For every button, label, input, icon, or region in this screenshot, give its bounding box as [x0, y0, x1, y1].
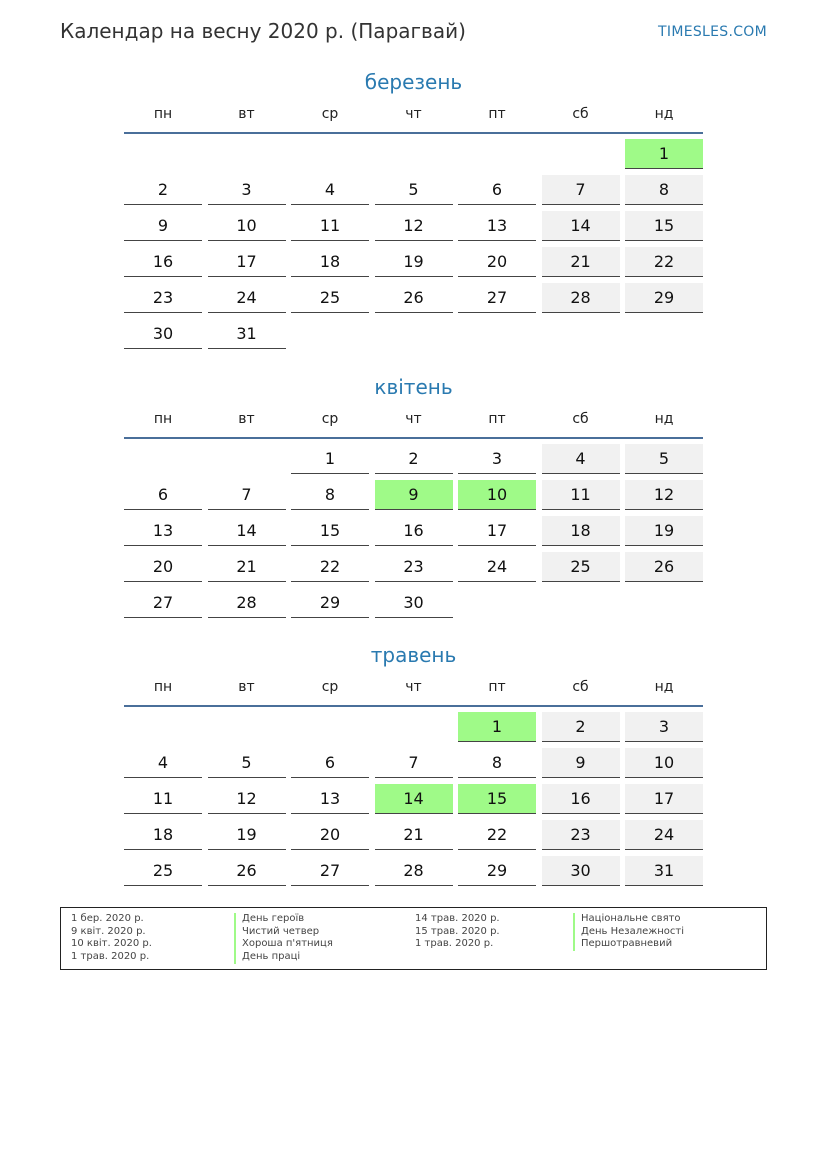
day-cell: 21 — [208, 552, 286, 582]
day-cell: 2 — [542, 712, 620, 742]
day-cell: 28 — [208, 588, 286, 618]
legend-holiday-name: Хороша п'ятниця — [234, 938, 333, 951]
week-row — [124, 480, 703, 511]
day-cell: 11 — [124, 784, 202, 814]
day-cell: 12 — [625, 480, 703, 510]
legend-date: 1 трав. 2020 р. — [71, 951, 150, 963]
day-cell: 3 — [625, 712, 703, 742]
weekday-label: ср — [321, 679, 339, 695]
legend-right-dates — [415, 913, 500, 951]
day-cell: 27 — [291, 856, 369, 886]
day-cell: 1 — [458, 712, 536, 742]
legend-holiday-name: Першотравневий — [573, 938, 684, 951]
day-cell: 10 — [625, 748, 703, 778]
day-cell: 17 — [625, 784, 703, 814]
week-row — [124, 748, 703, 779]
day-cell: 31 — [208, 319, 286, 349]
empty-cell — [124, 712, 202, 741]
day-cell: 25 — [291, 283, 369, 313]
empty-cell — [208, 712, 286, 741]
day-cell: 24 — [458, 552, 536, 582]
day-cell: 23 — [124, 283, 202, 313]
empty-cell — [291, 139, 369, 168]
day-cell: 22 — [291, 552, 369, 582]
day-cell: 5 — [375, 175, 453, 205]
legend-holiday-name: Національне свято — [573, 913, 684, 926]
day-cell: 2 — [375, 444, 453, 474]
weekday-label: сб — [572, 679, 589, 695]
empty-cell — [542, 319, 620, 348]
day-cell: 19 — [625, 516, 703, 546]
day-cell: 7 — [375, 748, 453, 778]
day-cell: 5 — [625, 444, 703, 474]
day-cell: 7 — [208, 480, 286, 510]
day-cell: 29 — [458, 856, 536, 886]
empty-cell — [208, 139, 286, 168]
header-rule — [124, 132, 703, 134]
day-cell: 11 — [291, 211, 369, 241]
day-cell: 18 — [291, 247, 369, 277]
week-row — [124, 588, 703, 619]
day-cell: 4 — [542, 444, 620, 474]
week-row — [124, 211, 703, 242]
empty-cell — [625, 588, 703, 617]
empty-cell — [542, 139, 620, 168]
weekday-label: пт — [488, 679, 506, 695]
empty-cell — [458, 319, 536, 348]
legend-date: 15 трав. 2020 р. — [415, 925, 500, 937]
weekday-label: вт — [238, 411, 255, 427]
day-cell: 7 — [542, 175, 620, 205]
day-cell: 19 — [375, 247, 453, 277]
weekday-label: вт — [238, 106, 255, 122]
day-cell: 8 — [458, 748, 536, 778]
day-cell: 18 — [542, 516, 620, 546]
day-cell: 27 — [458, 283, 536, 313]
legend-right-names — [573, 913, 684, 951]
day-cell: 1 — [291, 444, 369, 474]
weekday-label: чт — [405, 679, 422, 695]
legend-left-dates — [71, 913, 152, 964]
day-cell: 26 — [375, 283, 453, 313]
week-row — [124, 175, 703, 206]
day-cell: 16 — [542, 784, 620, 814]
week-row — [124, 784, 703, 815]
day-cell: 25 — [124, 856, 202, 886]
week-row — [124, 712, 703, 743]
legend-holiday-name: День праці — [234, 951, 333, 964]
day-cell: 10 — [458, 480, 536, 510]
day-cell: 26 — [208, 856, 286, 886]
day-cell: 30 — [124, 319, 202, 349]
day-cell: 13 — [124, 516, 202, 546]
week-row — [124, 856, 703, 887]
day-cell: 22 — [458, 820, 536, 850]
day-cell: 12 — [208, 784, 286, 814]
day-cell: 30 — [375, 588, 453, 618]
weekday-label: сб — [572, 411, 589, 427]
day-cell: 20 — [124, 552, 202, 582]
day-cell: 9 — [375, 480, 453, 510]
week-row — [124, 139, 703, 170]
empty-cell — [458, 139, 536, 168]
weekday-header — [124, 411, 703, 427]
day-cell: 15 — [291, 516, 369, 546]
page-title: Календар на весну 2020 р. (Парагвай) — [60, 19, 466, 43]
day-cell: 4 — [124, 748, 202, 778]
day-cell: 24 — [208, 283, 286, 313]
weekday-label: сб — [572, 106, 589, 122]
day-cell: 17 — [208, 247, 286, 277]
day-cell: 23 — [542, 820, 620, 850]
day-cell: 13 — [458, 211, 536, 241]
day-cell: 19 — [208, 820, 286, 850]
day-cell: 9 — [124, 211, 202, 241]
month-block — [124, 375, 703, 624]
day-cell: 24 — [625, 820, 703, 850]
day-cell: 29 — [291, 588, 369, 618]
day-cell: 4 — [291, 175, 369, 205]
day-cell: 10 — [208, 211, 286, 241]
empty-cell — [124, 139, 202, 168]
site-link[interactable]: TIMESLES.COM — [658, 24, 767, 40]
day-cell: 6 — [124, 480, 202, 510]
day-cell: 28 — [542, 283, 620, 313]
weekday-label: пн — [153, 679, 173, 695]
header-rule — [124, 437, 703, 439]
legend-date: 1 бер. 2020 р. — [71, 913, 144, 924]
month-title: квітень — [374, 375, 453, 399]
empty-cell — [375, 319, 453, 348]
weekday-header — [124, 679, 703, 695]
week-row — [124, 552, 703, 583]
header-rule — [124, 705, 703, 707]
day-cell: 1 — [625, 139, 703, 169]
week-row — [124, 319, 703, 350]
legend-date: 1 трав. 2020 р. — [415, 938, 494, 950]
day-cell: 15 — [625, 211, 703, 241]
weekday-label: пт — [488, 411, 506, 427]
day-cell: 9 — [542, 748, 620, 778]
day-cell: 26 — [625, 552, 703, 582]
day-cell: 5 — [208, 748, 286, 778]
day-cell: 18 — [124, 820, 202, 850]
empty-cell — [124, 444, 202, 473]
day-cell: 27 — [124, 588, 202, 618]
weekday-label: вт — [238, 679, 255, 695]
day-cell: 2 — [124, 175, 202, 205]
day-cell: 29 — [625, 283, 703, 313]
month-title: травень — [370, 643, 457, 667]
day-cell: 20 — [458, 247, 536, 277]
day-cell: 12 — [375, 211, 453, 241]
legend-holiday-name: День Незалежності — [573, 926, 684, 939]
day-cell: 8 — [291, 480, 369, 510]
day-cell: 6 — [291, 748, 369, 778]
week-row — [124, 516, 703, 547]
weekday-label: чт — [405, 411, 422, 427]
empty-cell — [375, 712, 453, 741]
empty-cell — [458, 588, 536, 617]
holiday-legend — [60, 907, 767, 970]
weekday-label: ср — [321, 411, 339, 427]
day-cell: 8 — [625, 175, 703, 205]
empty-cell — [208, 444, 286, 473]
legend-date: 14 трав. 2020 р. — [415, 913, 500, 924]
weekday-label: пт — [488, 106, 506, 122]
empty-cell — [542, 588, 620, 617]
day-cell: 15 — [458, 784, 536, 814]
weekday-label: нд — [654, 679, 674, 695]
week-row — [124, 283, 703, 314]
weekday-label: нд — [654, 411, 674, 427]
day-cell: 6 — [458, 175, 536, 205]
day-cell: 21 — [542, 247, 620, 277]
legend-holiday-name: Чистий четвер — [234, 926, 333, 939]
day-cell: 14 — [208, 516, 286, 546]
day-cell: 23 — [375, 552, 453, 582]
empty-cell — [625, 319, 703, 348]
empty-cell — [291, 319, 369, 348]
month-title: березень — [364, 70, 463, 94]
weekday-header — [124, 106, 703, 122]
legend-holiday-name: День героїв — [234, 913, 333, 926]
empty-cell — [375, 139, 453, 168]
week-row — [124, 247, 703, 278]
day-cell: 25 — [542, 552, 620, 582]
weekday-label: ср — [321, 106, 339, 122]
weekday-label: пн — [153, 411, 173, 427]
legend-date: 9 квіт. 2020 р. — [71, 925, 146, 937]
day-cell: 17 — [458, 516, 536, 546]
day-cell: 3 — [208, 175, 286, 205]
empty-cell — [291, 712, 369, 741]
day-cell: 3 — [458, 444, 536, 474]
day-cell: 31 — [625, 856, 703, 886]
day-cell: 14 — [375, 784, 453, 814]
day-cell: 14 — [542, 211, 620, 241]
day-cell: 22 — [625, 247, 703, 277]
weekday-label: нд — [654, 106, 674, 122]
legend-date: 10 квіт. 2020 р. — [71, 938, 152, 950]
day-cell: 13 — [291, 784, 369, 814]
weekday-label: пн — [153, 106, 173, 122]
month-block — [124, 643, 703, 892]
day-cell: 28 — [375, 856, 453, 886]
day-cell: 16 — [375, 516, 453, 546]
week-row — [124, 444, 703, 475]
day-cell: 16 — [124, 247, 202, 277]
legend-left-names — [234, 913, 333, 964]
day-cell: 21 — [375, 820, 453, 850]
month-block — [124, 70, 703, 355]
weekday-label: чт — [405, 106, 422, 122]
day-cell: 11 — [542, 480, 620, 510]
week-row — [124, 820, 703, 851]
day-cell: 30 — [542, 856, 620, 886]
day-cell: 20 — [291, 820, 369, 850]
